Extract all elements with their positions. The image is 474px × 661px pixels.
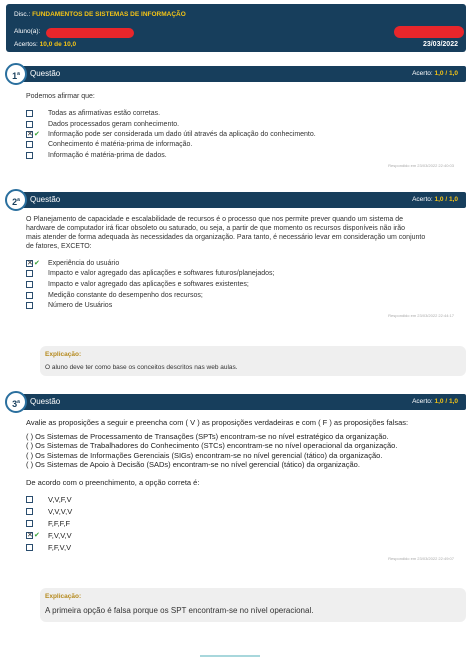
question-1-option-2[interactable]: Dados processados geram conhecimento. [26,119,179,129]
score-line [14,41,76,48]
bottom-divider [200,655,260,657]
question-1-answered-at: Respondido em 23/03/2022 22:40:03 [388,163,454,168]
exam-header [6,4,466,52]
option-checkbox[interactable] [26,110,33,117]
question-3-option-4[interactable]: ✕ ✔ F,V,V,V [26,530,72,540]
question-3-option-2[interactable]: V,V,V,V [26,506,72,516]
option-checkbox[interactable] [26,508,33,515]
check-icon: ✔ [34,130,40,138]
student-name-redaction [46,28,134,38]
question-2-answered-at: Respondido em 23/03/2022 22:44:17 [388,313,454,318]
option-checkbox-checked[interactable] [26,131,33,138]
question-3-title: Questão [30,397,61,406]
question-1-score [412,70,458,77]
option-checkbox[interactable] [26,152,33,159]
explanation-text: O aluno deve ter como base os conceitos descritos nas web aulas. [45,364,238,371]
question-2-bar [14,192,466,208]
question-1-score-label: Acerto: [412,70,433,77]
option-checkbox[interactable] [26,281,33,288]
option-checkbox-checked[interactable] [26,532,33,539]
question-1-bar [14,66,466,82]
question-1-prompt: Podemos afirmar que: [26,93,95,100]
question-1-option-4[interactable]: Conhecimento é matéria-prima de informação. [26,139,192,149]
question-3-explanation [40,588,466,622]
option-checkbox[interactable] [26,121,33,128]
question-2-title: Questão [30,195,61,204]
check-icon: ✔ [34,531,40,539]
question-1-score-value: 1,0 / 1,0 [434,70,458,77]
question-3-bar [14,394,466,410]
question-3-prompt-tail: De acordo com o preenchimento, a opção correta é: [26,478,200,487]
question-1-title: Questão [30,69,61,78]
explanation-label: Explicação: [45,351,82,358]
question-2-option-4[interactable]: Medição constante do desempenho dos recursos; [26,290,203,300]
option-checkbox[interactable] [26,496,33,503]
question-3-score: Acerto: 1,0 / 1,0 [412,398,458,405]
discipline-name: FUNDAMENTOS DE SISTEMAS DE INFORMAÇÃO [32,11,186,18]
option-checkbox[interactable] [26,270,33,277]
question-1-number-badge: 1$^a$ [5,63,27,85]
question-2-prompt: O Planejamento de capacidade e escalabilidade de recursos é o processo que nos permite prever quando um sistema de hardware de computador irá ficar obsoleto ou saturado, ou seja, a partir de que momento os recursos disponíveis não irão mais atender de forma adequada às necessidades da organização. Para tanto, é necessário levar em consideração um conjunto de fatores, EXCETO: [26,216,426,250]
question-3-answered-at: Respondido em 23/03/2022 22:49:07 [388,556,454,561]
question-2-explanation [40,346,466,376]
question-2-option-3[interactable]: Impacto e valor agregado das aplicações e softwares existentes; [26,279,249,289]
score-value: 10,0 de 10,0 [39,41,77,48]
question-3-number-badge: 3$^a$ [5,391,27,413]
question-3-option-5[interactable]: F,F,V,V [26,542,71,552]
option-checkbox[interactable] [26,292,33,299]
question-2-option-1[interactable]: ✕ ✔ Experiência do usuário [26,258,119,268]
discipline-line [14,11,186,18]
discipline-label: Disc.: [14,11,31,18]
explanation-text: A primeira opção é falsa porque os SPT encontram-se no nível operacional. [45,606,314,615]
option-checkbox[interactable] [26,520,33,527]
option-checkbox-checked[interactable] [26,260,33,267]
check-icon: ✔ [34,259,40,267]
student-line [14,28,40,35]
exam-date: 23/03/2022 [422,41,458,48]
question-1-option-5[interactable]: Informação é matéria-prima de dados. [26,150,167,160]
question-3-prompt: Avalie as proposições a seguir e preencha com ( V ) as proposições verdadeiras e com ( F ) as proposições falsas: ( ) Os Sistemas de Processamento de Transações (SPTs) encontram-se no nível estratégico da organização. ( ) Os Sistemas de Trabalhadores do Conhecimento (STCs) encontram-se no nível operacional da organização. ( ) Os Sistemas de Informações Gerenciais (SIGs) encontram-se no nível gerencial (tático) da organização. ( ) Os Sistemas de Apoio à Decisão (SADs) encontram-se no nível gerencial (tático) da organização. [26,418,409,469]
question-3-option-1[interactable]: V,V,F,V [26,494,72,504]
score-label: Acertos: [14,41,38,48]
option-checkbox[interactable] [26,544,33,551]
student-label: Aluno(a): [14,28,41,35]
explanation-label: Explicação: [45,593,82,600]
option-checkbox[interactable] [26,302,33,309]
question-1-option-1[interactable]: Todas as afirmativas estão corretas. [26,108,160,118]
question-2-option-2[interactable]: Impacto e valor agregado das aplicações e softwares futuros/planejados; [26,268,274,278]
option-checkbox[interactable] [26,141,33,148]
question-2-number-badge: 2$^a$ [5,189,27,211]
question-2-option-5[interactable]: Número de Usuários [26,300,112,310]
question-3-option-3[interactable]: F,F,F,F [26,518,70,528]
student-id-redaction [394,26,464,38]
question-2-score: Acerto: 1,0 / 1,0 [412,196,458,203]
question-1-option-3[interactable]: ✕ ✔ Informação pode ser considerada um dado útil através da aplicação do conhecimento. [26,129,316,139]
